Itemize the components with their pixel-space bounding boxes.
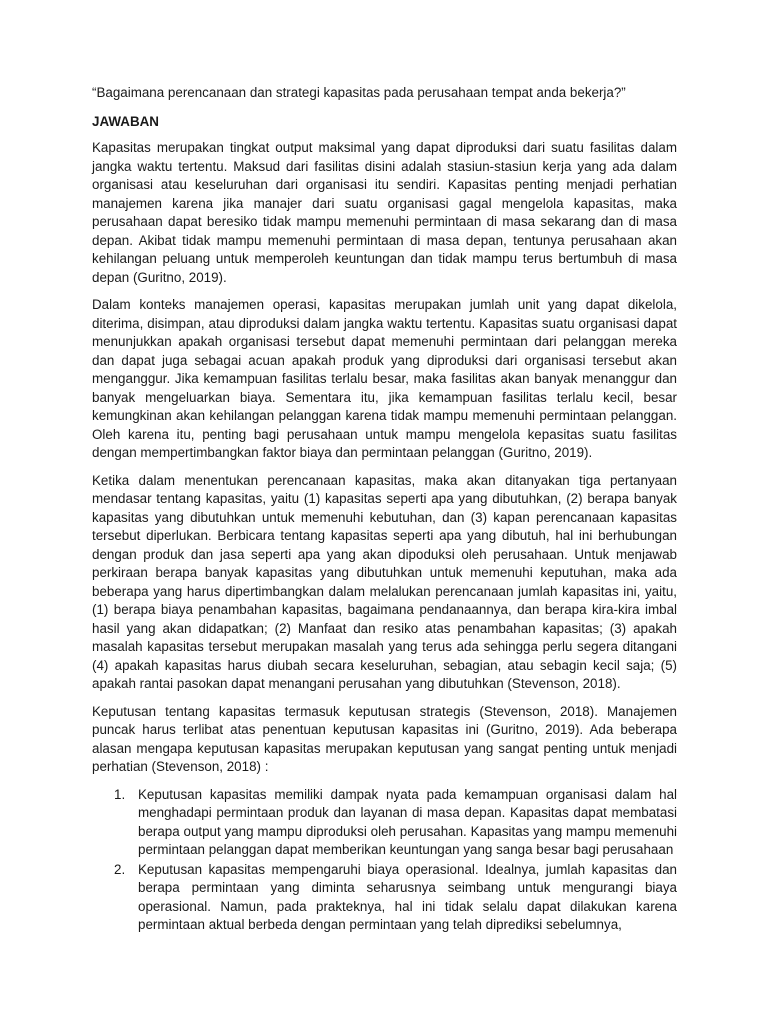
list-item-number: 2. [114, 861, 126, 877]
list-item-text: Keputusan kapasitas mempengaruhi biaya operasional. Idealnya, jumlah kapasitas dan berapa permintaan yang diminta seharusnya seimbang untuk mengurangi biaya operasional. Namun, pada prakteknya, hal ini tidak selalu dapat dilakukan karena permintaan aktual berbeda dengan permintaan yang telah diprediksi sebelumnya, [138, 861, 677, 932]
paragraph: Kapasitas merupakan tingkat output maksimal yang dapat diproduksi dari suatu fasilitas dalam jangka waktu tertentu. Maksud dari fasilitas disini adalah stasiun-stasiun kerja yang ada dalam organisasi atau keseluruhan dari organisasi itu sendiri. Kapasitas penting menjadi perhatian manajemen karena jika manajer dari suatu organisasi gagal mengelola kapasitas, maka perusahaan dapat beresiko tidak mampu memenuhi permintaan di masa sekarang dan di masa depan. Akibat tidak mampu memenuhi permintaan di masa depan, tentunya perusahaan akan kehilangan peluang untuk memperoleh keuntungan dan tidak mampu terus bertumbuh di masa depan (Guritno, 2019). [92, 140, 677, 285]
list-item-text: Keputusan kapasitas memiliki dampak nyata pada kemampuan organisasi dalam hal menghadapi permintaan produk dan layanan di masa depan. Kapasitas dapat membatasi berapa output yang mampu diproduksi oleh perusahan. Kapasitas yang mampu memenuhi permintaan pelanggan dapat memberikan keuntungan yang sanga besar bagi perusahaan [138, 786, 677, 857]
answer-heading: JAWABAN [92, 113, 159, 129]
list-item-number: 1. [114, 786, 126, 802]
list-item [92, 861, 677, 935]
list-item [92, 786, 677, 860]
document-page [92, 84, 677, 936]
question-text: “Bagaimana perencanaan dan strategi kapasitas pada perusahaan tempat anda bekerja?” [92, 85, 626, 100]
paragraph: Ketika dalam menentukan perencanaan kapasitas, maka akan ditanyakan tiga pertanyaan mendasar tentang kapasitas, yaitu (1) kapasitas seperti apa yang dibutuhkan, (2) berapa banyak kapasitas yang dibutuhkan untuk memenuhi kebutuhan, dan (3) kapan perencanaan kapasitas tersebut diperlukan. Berbicara tentang kapasitas seperti apa yang dibutuh, hal ini berhubungan dengan produk dan jasa seperti apa yang akan dipoduksi oleh perusahaan. Untuk menjawab perkiraan berapa banyak kapasitas yang dibutuhkan untuk memenuhi keputuhan, maka ada beberapa yang harus dipertimbangkan dalam melalukan perencanaan jumlah kapasitas ini, yaitu, (1) berapa biaya penambahan kapasitas, bagaimana pendanaannya, dan berapa kira-kira imbal hasil yang akan didapatkan; (2) Manfaat dan resiko atas penambahan kapasitas; (3) apakah masalah kapasitas tersebut merupakan masalah yang terus ada sehingga perlu segera ditangani (4) apakah kapasitas harus diubah secara keseluruhan, sebagian, atau sebagin kecil saja; (5) apakah rantai pasokan dapat menangani perusahan yang dibutuhkan (Stevenson, 2018). [92, 472, 677, 691]
paragraph: Dalam konteks manajemen operasi, kapasitas merupakan jumlah unit yang dapat dikelola, diterima, disimpan, atau diproduksi dalam jangka waktu tertentu. Kapasitas suatu organisasi dapat menunjukkan apakah organisasi tersebut dapat memenuhi permintaan dari pelanggan mereka dan dapat juga sebagai acuan apakah produk yang diproduksi dari organisasi tersebut akan menganggur. Jika kemampuan fasilitas terlalu besar, maka fasilitas akan banyak menanggur dan banyak mengeluarkan biaya. Sementara itu, jika kemampuan fasilitas terlalu kecil, besar kemungkinan akan kehilangan pelanggan karena tidak mampu memenuhi permintaan pelanggan. Oleh karena itu, penting bagi perusahaan untuk mampu mengelola kepasitas suatu fasilitas dengan mempertimbangkan faktor biaya dan permintaan pelanggan (Guritno, 2019). [92, 297, 677, 460]
numbered-list [92, 786, 677, 935]
paragraph: Keputusan tentang kapasitas termasuk keputusan strategis (Stevenson, 2018). Manajemen puncak harus terlibat atas penentuan keputusan kapasitas ini (Guritno, 2019). Ada beberapa alasan mengapa keputusan kapasitas merupakan keputusan yang sangat penting untuk menjadi perhatian (Stevenson, 2018) : [92, 703, 677, 774]
